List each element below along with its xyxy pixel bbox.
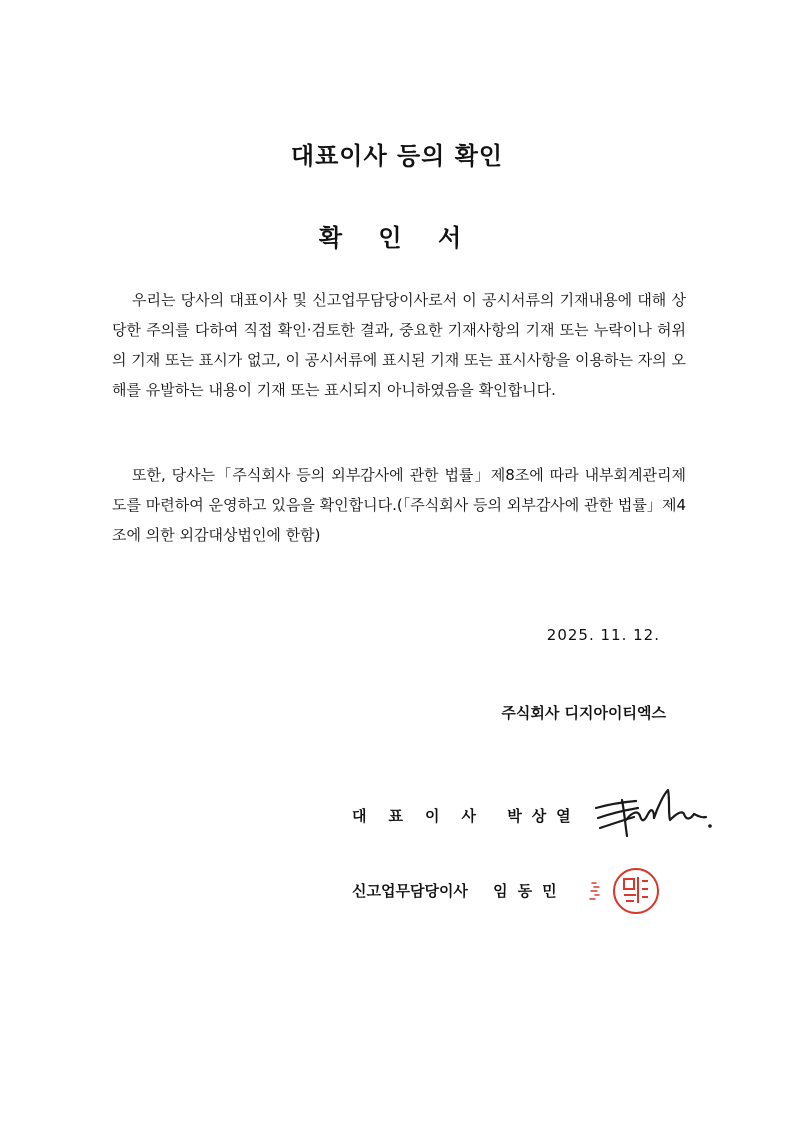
seal-stamp-icon	[582, 861, 662, 921]
disclosure-director-line	[352, 880, 567, 901]
handwritten-signature-icon	[590, 780, 720, 840]
confirmation-paragraph: 우리는 당사의 대표이사 및 신고업무담당이사로서 이 공시서류의 기재내용에 대해 상당한 주의를 다하여 직접 확인·검토한 결과, 중요한 기재사항의 기재 또는 누락이나 허위의 기재 또는 표시가 없고, 이 공시서류에 표시된 기재 또는 표시사항을 이용하는 자의 오해를 유발하는 내용이 기재 또는 표시되지 아니하였음을 확인합니다.	[112, 291, 686, 399]
ceo-role: 대표이사	[352, 807, 498, 825]
disclosure-director-name: 임동민	[493, 882, 567, 900]
document-date: 2025. 11. 12.	[546, 626, 660, 644]
ceo-signature-line	[352, 805, 581, 826]
internal-control-paragraph: 또한, 당사는「주식회사 등의 외부감사에 관한 법률」제8조에 따라 내부회계관리제도를 마련하여 운영하고 있음을 확인합니다.(「주식회사 등의 외부감사에 관한 법률」제4조에 의한 외감대상법인에 한함)	[112, 466, 686, 544]
document-title: 확 인 서	[318, 224, 476, 252]
page-title: 대표이사 등의 확인	[290, 142, 504, 170]
ceo-name: 박상열	[507, 807, 581, 825]
disclosure-director-role: 신고업무담당이사	[352, 882, 468, 900]
company-name: 주식회사 디지아이티엑스	[501, 704, 666, 722]
